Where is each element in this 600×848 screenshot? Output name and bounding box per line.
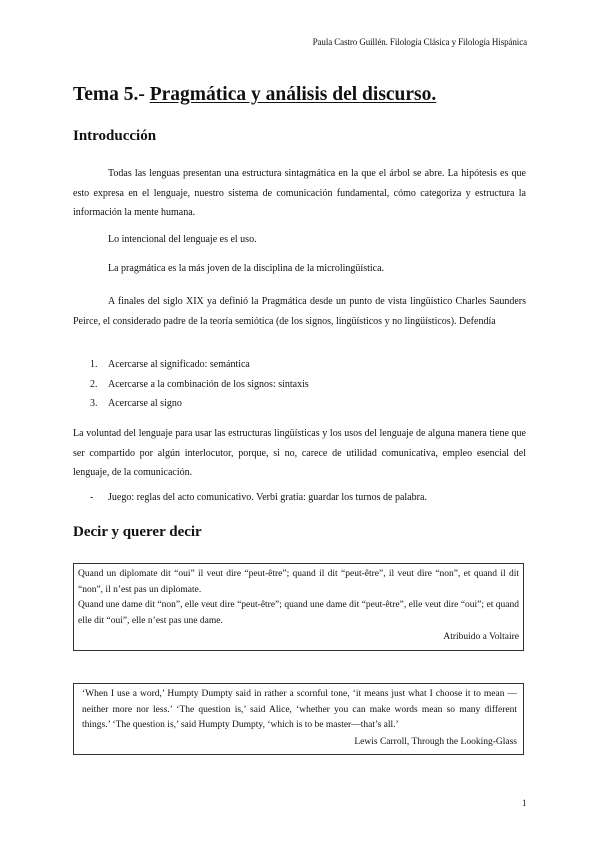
bullet-item [90,492,427,503]
title-prefix: Tema 5.- [73,84,150,105]
title-main: Pragmática y análisis del discurso. [149,84,437,105]
paragraph-3: La pragmática es la más joven de la disciplina de la microlingüística. [108,263,385,274]
quote-line-diplomate: Quand un diplomate dit “oui” il veut dire “peut-être”; quand il dit “peut-être”, il veut dire “non”, et quand il dit “non”, il n’est pas un diplomate. [78,569,519,595]
quote-box-carroll [73,683,524,755]
page-number: 1 [522,798,527,808]
section-heading-introduccion: Introducción [73,128,157,144]
quote-line-dame: Quand une dame dit “non”, elle veut dire “peut-être”; quand une dame dit “peut-être”, elle veut dire “oui”; et quand elle dit “oui”, elle n’est pas une dame. [78,600,519,626]
list-item: 1. Acercarse al significado: semántica [90,359,250,370]
paragraph-1: Todas las lenguas presentan una estructura sintagmática en la que el árbol se abre. La hipótesis es que esto expresa en el lenguaje, nuestro sistema de comunicación fundamental, cómo categoriza y estructura la información la mente humana. [73,168,526,218]
paragraph-5: La voluntad del lenguaje para usar las estructuras lingüísticas y los usos del lenguaje de alguna manera tiene que ser compartido por algún interlocutor, porque, si no, carece de utilidad comunicativa, empleo esencial del lenguaje, de la comunicación. [73,428,526,478]
bullet-text: Juego: reglas del acto comunicativo. Verbi gratia: guardar los turnos de palabra. [108,492,427,503]
page-title [73,84,436,106]
quote-attribution: Atribuido a Voltaire [443,632,519,642]
quote-attribution: Lewis Carroll, Through the Looking-Glass [354,736,517,747]
numbered-list [90,355,309,414]
list-item: 2. Acercarse a la combinación de los signos: sintaxis [90,378,309,390]
paragraph-2: Lo intencional del lenguaje es el uso. [108,234,257,245]
bullet-dash: - [90,492,94,503]
list-item: 3. Acercarse al signo [90,398,182,409]
running-header: Paula Castro Guillén. Filología Clásica y Filología Hispánica [312,37,527,47]
section-heading-decir: Decir y querer decir [73,524,202,540]
quote-text-humpty: ‘When I use a word,’ Humpty Dumpty said in rather a scornful tone, ‘it means just what I choose it to mean —neither more nor less.’ ‘The question is,’ said Alice, ‘whether you can make words mean so many different things.’ ‘The question is,’ said Humpty Dumpty, ‘which is to be master—that’s all.’ [82,689,517,730]
paragraph-4: A finales del siglo XIX ya definió la Pragmática desde un punto de vista lingüístico Charles Saunders Peirce, el considerado padre de la teoría semiótica (de los signos, lingüísticos y no lingüísticos). Defendía [73,296,526,327]
quote-box-voltaire [73,563,524,651]
